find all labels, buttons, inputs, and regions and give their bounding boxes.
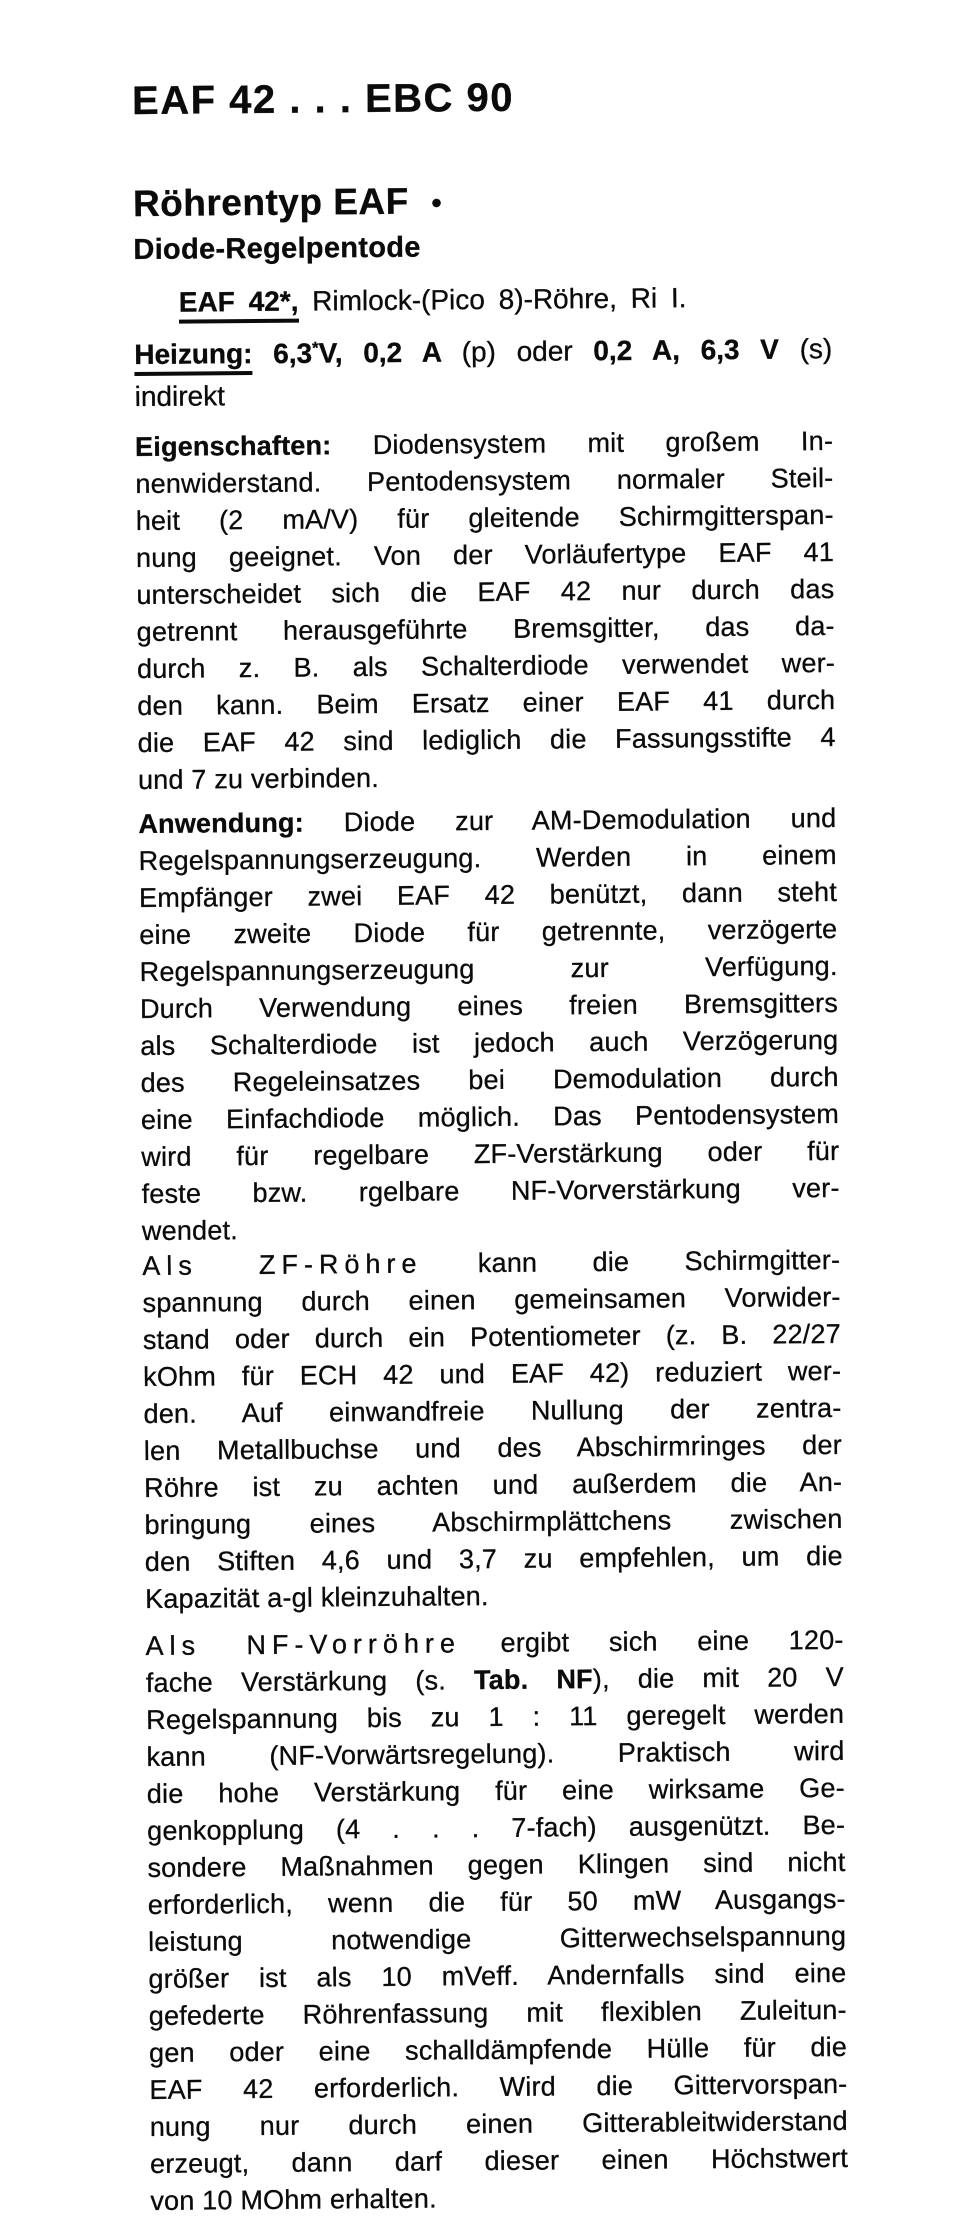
tube-spec-line (179, 280, 832, 320)
text-line (141, 1170, 839, 1213)
text-segment: eine zweite Diode für getrennte, verzögerte (139, 913, 838, 951)
text-segment: heit (2 mA/V) für gleitende Schirmgitterspan- (135, 499, 834, 537)
text-line (133, 227, 831, 267)
text-line (141, 1133, 839, 1176)
text-segment: gen oder eine schalldämpfende Hülle für die (148, 2031, 848, 2068)
text-segment: erforderlich, wenn die für 50 mW Ausgangs- (147, 1883, 846, 1920)
text-segment: den. Auf einwandfreie Nullung der zentra- (143, 1392, 842, 1430)
text-line (134, 327, 832, 372)
text-segment: kOhm für ECH 42 und EAF 42) reduziert wer- (143, 1355, 842, 1393)
text-line (150, 2140, 848, 2183)
text-segment: wird für regelbare ZF-Verstärkung oder für (141, 1135, 840, 1173)
text-segment: und 7 zu verbinden. (137, 762, 380, 796)
text-line (140, 1059, 838, 1102)
text-segment: EAF 42*, (179, 286, 299, 324)
text-line (145, 1575, 843, 1618)
text-line (143, 1390, 841, 1433)
text-line (133, 177, 831, 227)
text-segment: den kann. Beim Ersatz einer EAF 41 durch (137, 684, 836, 722)
text-line (137, 608, 835, 651)
text-line (135, 423, 833, 466)
text-segment: bringung eines Abschirmplättchens zwischen (144, 1503, 843, 1541)
text-segment: Heizung: (134, 338, 253, 376)
text-segment: Diodensystem mit großem In- (331, 425, 834, 461)
paragraph-zf-roehre (142, 1242, 843, 1618)
text-line (179, 280, 832, 320)
text-segment: Anwendung: (138, 807, 304, 840)
text-segment: erzeugt, dann darf dieser einen Höchstwert (149, 2142, 849, 2179)
text-line (139, 874, 837, 917)
text-segment: wendet. (141, 1215, 239, 1247)
text-segment: len Metallbuchse und des Abschirmringes der (143, 1429, 842, 1467)
text-line (144, 1464, 842, 1507)
text-segment: Kapazität a-gl kleinzuhalten. (145, 1581, 489, 1615)
text-segment: (p) oder (461, 335, 594, 368)
text-line (136, 571, 834, 614)
paragraph-eigenschaften (135, 423, 836, 799)
text-segment: eine Einfachdiode möglich. Das Pentodensystem (140, 1098, 840, 1136)
text-line (140, 985, 838, 1028)
text-segment: genkopplung (4 . . . 7-fach) ausgenützt. Be- (147, 1809, 846, 1847)
text-segment: 6,3 (273, 337, 313, 370)
text-segment: Empfänger zwei EAF 42 benützt, dann steht (138, 876, 838, 914)
text-segment: größer ist als 10 mVeff. Andernfalls sind eine (148, 1957, 847, 1994)
text-segment: (s) (799, 333, 833, 365)
text-line (148, 1955, 846, 1998)
text-segment: sondere Maßnahmen gegen Klingen sind nicht (147, 1846, 846, 1883)
text-line (146, 1659, 844, 1702)
text-line (137, 645, 835, 688)
tube-type-heading (133, 177, 831, 227)
text-line (147, 1770, 845, 1813)
heizung-line (134, 327, 832, 372)
text-line (135, 460, 833, 503)
text-segment: EAF 42 . . . EBC 90 (131, 75, 515, 124)
text-segment: als Schalterdiode ist jedoch auch Verzögerung (140, 1024, 839, 1062)
text-segment: Regelspannungserzeugung. Werden in einem (138, 839, 837, 877)
text-line (137, 682, 835, 725)
text-segment: des Regeleinsatzes bei Demodulation durch (140, 1061, 839, 1099)
text-segment: nung geeignet. Von der Vorläufertype EAF 41 (135, 536, 835, 574)
text-line (150, 2103, 848, 2146)
text-line (146, 1696, 844, 1739)
text-line (146, 1733, 844, 1776)
text-line (147, 1807, 845, 1850)
text-segment: die hohe Verstärkung für eine wirksame Ge- (146, 1772, 845, 1810)
subtitle-diode-regelpentode (133, 227, 831, 267)
text-segment: 0,2 A, 6,3 V (593, 333, 800, 367)
text-segment: unterscheidet sich die EAF 42 nur durch das (136, 573, 835, 611)
text-line (141, 1096, 839, 1139)
text-segment: Tab. NF (473, 1664, 593, 1696)
text-line (139, 837, 837, 880)
text-line (140, 948, 838, 991)
text-line (143, 1353, 841, 1396)
text-line (139, 911, 837, 954)
text-segment: Röhre ist zu achten und außerdem die An- (144, 1466, 843, 1504)
text-segment: spannung durch einen gemeinsamen Vorwider- (142, 1281, 841, 1319)
text-segment (252, 338, 273, 369)
text-segment: kann (NF-Vorwärtsregelung). Praktisch wird (146, 1735, 845, 1773)
page-header-title (132, 72, 830, 124)
text-line (149, 2066, 847, 2109)
text-segment: von 10 MOhm erhalten. (150, 2183, 437, 2216)
text-segment: Als NF-Vorröhre (145, 1628, 462, 1662)
text-segment: ), die mit 20 V (592, 1661, 844, 1695)
text-line (148, 1881, 846, 1924)
text-segment: Rimlock-(Pico 8)-Röhre, Ri I. (298, 282, 687, 317)
text-segment: den Stiften 4,6 und 3,7 zu empfehlen, um die (144, 1540, 843, 1578)
text-segment: leistung notwendige Gitterwechselspannung (148, 1920, 847, 1957)
text-line (142, 1242, 840, 1285)
text-line (150, 2177, 848, 2220)
text-segment: Diode-Regelpentode (133, 231, 421, 267)
text-segment: fache Verstärkung (s. (145, 1665, 475, 1699)
text-line (147, 1844, 845, 1887)
paragraph-anwendung (138, 800, 840, 1250)
text-segment: die EAF 42 sind lediglich die Fassungsstifte 4 (137, 721, 836, 759)
text-line (138, 756, 836, 799)
text-segment: V, 0,2 A (318, 336, 462, 369)
text-line (136, 534, 834, 577)
text-line (145, 1622, 843, 1665)
text-line (149, 2029, 847, 2072)
text-segment: indirekt (134, 380, 226, 413)
text-segment: ergibt sich eine 120- (460, 1624, 844, 1659)
text-segment: Durch Verwendung eines freien Bremsgitters (139, 987, 839, 1025)
text-line (138, 800, 836, 843)
text-segment: nenwiderstand. Pentodensystem normaler Steil- (135, 462, 834, 500)
text-segment: nung nur durch einen Gitterableitwiderstand (149, 2105, 848, 2142)
text-segment: durch z. B. als Schalterdiode verwendet wer- (136, 647, 836, 685)
text-segment: Eigenschaften: (134, 430, 332, 463)
text-line (138, 719, 836, 762)
text-line (132, 72, 830, 124)
text-line (142, 1279, 840, 1322)
text-segment: kann die Schirmgitter- (422, 1244, 841, 1279)
text-segment: Röhrentyp EAF (132, 180, 409, 225)
paragraph-nf-vorroehre (145, 1622, 848, 2220)
text-segment: Als ZF-Röhre (142, 1248, 423, 1282)
text-line (144, 1427, 842, 1470)
indirekt-line (135, 374, 833, 414)
bullet-icon: ● (430, 192, 443, 214)
text-segment: Regelspannung bis zu 1 : 11 geregelt werden (146, 1698, 845, 1736)
text-line (149, 1992, 847, 2035)
text-segment: * (312, 338, 319, 358)
text-line (140, 1022, 838, 1065)
text-segment: getrennt herausgeführte Bremsgitter, das da- (136, 610, 835, 648)
text-segment: Diode zur AM-Demodulation und (303, 802, 837, 838)
text-segment: stand oder durch ein Potentiometer (z. B. 22/27 (142, 1318, 841, 1356)
text-segment: Regelspannungserzeugung zur Verfügung. (139, 950, 838, 988)
text-line (148, 1918, 846, 1961)
text-segment: feste bzw. rgelbare NF-Vorverstärkung ver- (141, 1172, 840, 1210)
text-segment: EAF 42 erforderlich. Wird die Gittervorspan- (149, 2068, 848, 2105)
text-line (145, 1538, 843, 1581)
text-line (143, 1316, 841, 1359)
text-line (136, 497, 834, 540)
text-line (144, 1501, 842, 1544)
text-segment: gefederte Röhrenfassung mit flexiblen Zuleitun- (148, 1994, 847, 2031)
text-line (135, 374, 833, 414)
